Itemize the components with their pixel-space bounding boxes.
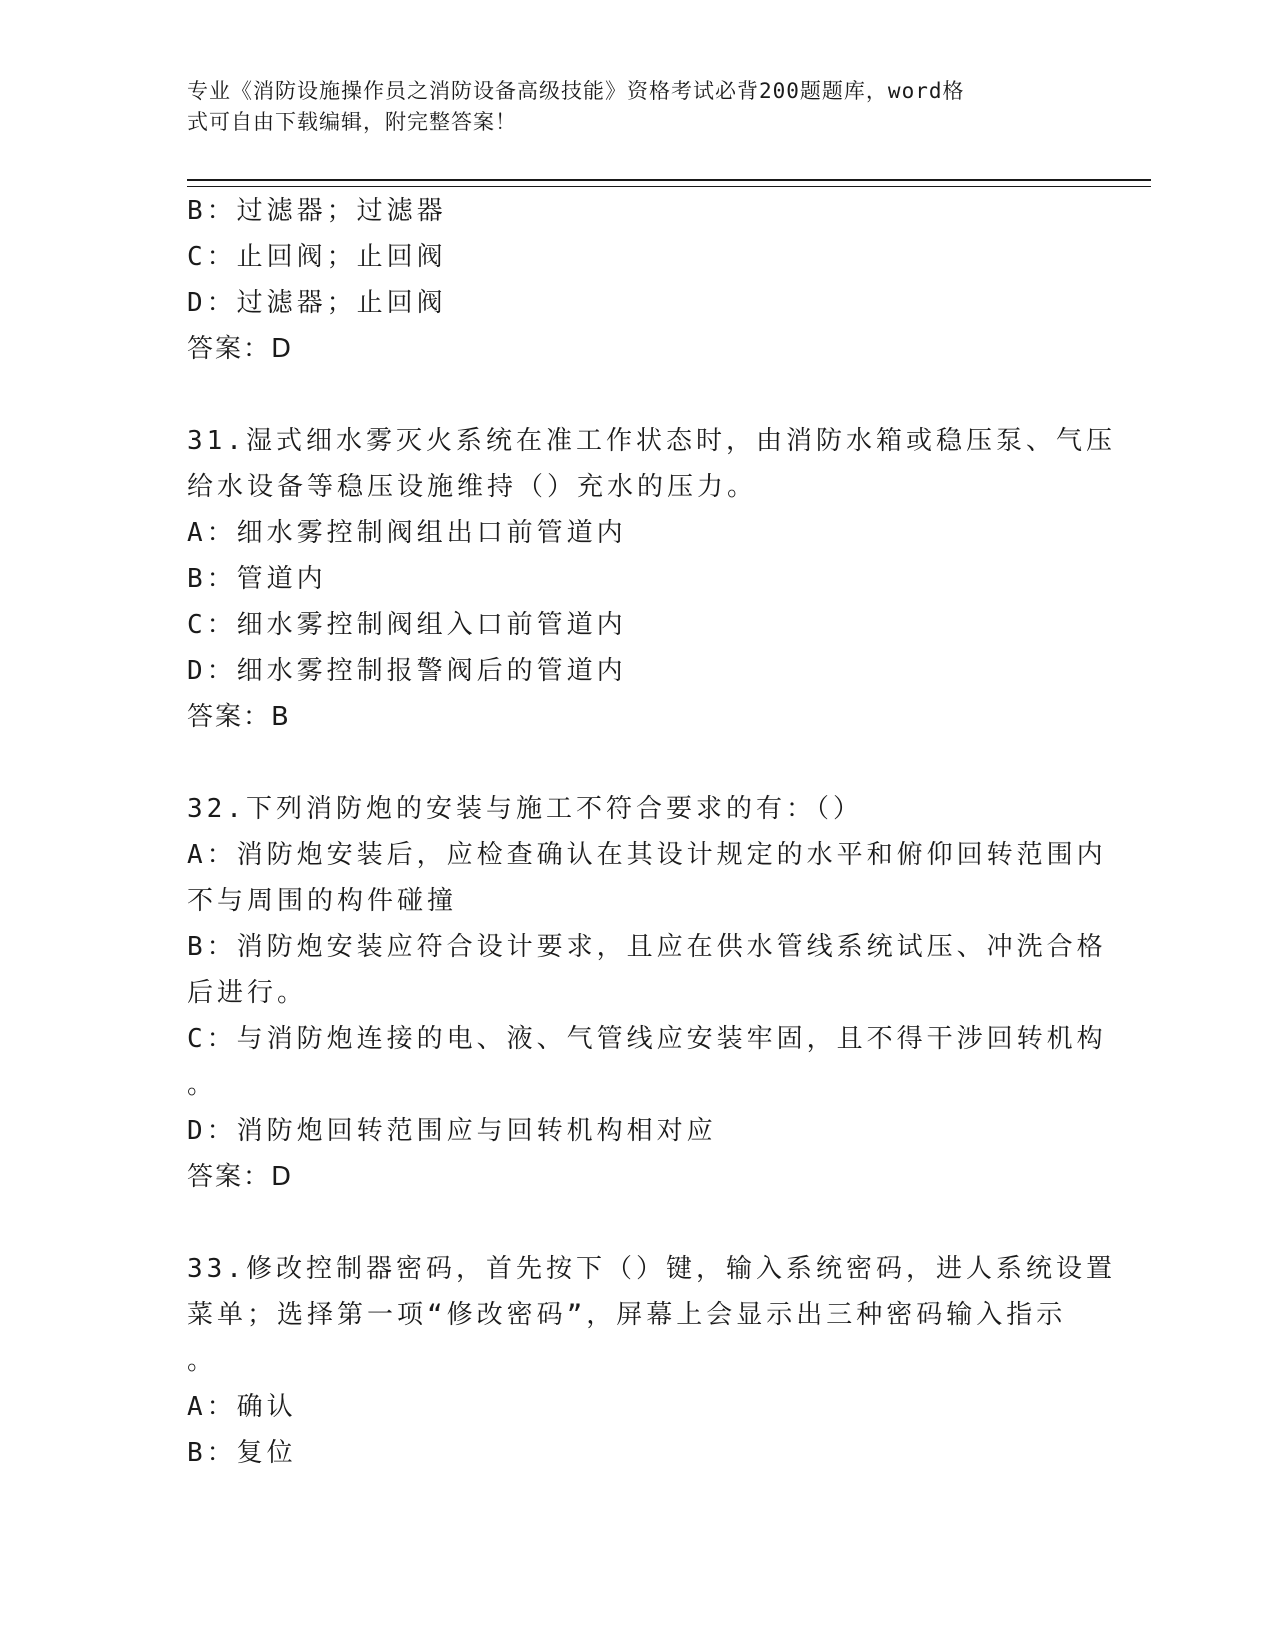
- question-stem-line: 32.下列消防炮的安装与施工不符合要求的有：（）: [187, 794, 863, 824]
- header-divider: [187, 179, 1151, 187]
- question-stem-line: 给水设备等稳压设施维持（）充水的压力。: [187, 472, 758, 502]
- question-stem-line: 。: [187, 1346, 218, 1376]
- option-a: A：细水雾控制阀组出口前管道内: [187, 518, 627, 548]
- option-c: C：止回阀；止回阀: [187, 242, 447, 272]
- header-line-1: 专业《消防设施操作员之消防设备高级技能》资格考试必背200题题库，word格: [187, 79, 965, 103]
- option-a-continued: 不与周围的构件碰撞: [187, 886, 458, 916]
- option-a: A：确认: [187, 1392, 297, 1422]
- question-stem-line: 菜单；选择第一项“修改密码”，屏幕上会显示出三种密码输入指示: [187, 1300, 1067, 1330]
- option-c: C：细水雾控制阀组入口前管道内: [187, 610, 627, 640]
- option-b: B：消防炮安装应符合设计要求，且应在供水管线系统试压、冲洗合格: [187, 932, 1107, 962]
- question-32: [187, 786, 1107, 1200]
- option-b-continued: 后进行。: [187, 978, 308, 1008]
- previous-question-tail: [187, 188, 1087, 372]
- header-line-2: 式可自由下载编辑，附完整答案！: [187, 110, 517, 134]
- option-c: C：与消防炮连接的电、液、气管线应安装牢固，且不得干涉回转机构: [187, 1024, 1107, 1054]
- option-b: B：复位: [187, 1438, 297, 1468]
- option-b: B：过滤器；过滤器: [187, 196, 447, 226]
- answer-line: 答案：D: [187, 1162, 294, 1192]
- question-stem-line: 33.修改控制器密码，首先按下（）键，输入系统密码，进人系统设置: [187, 1254, 1116, 1284]
- option-c-continued: 。: [187, 1070, 218, 1100]
- answer-line: 答案：B: [187, 702, 291, 732]
- question-list: [187, 188, 1116, 1476]
- question-33: [187, 1246, 1116, 1476]
- option-d: D：细水雾控制报警阀后的管道内: [187, 656, 627, 686]
- answer-line: 答案：D: [187, 334, 294, 364]
- option-d: D：消防炮回转范围应与回转机构相对应: [187, 1116, 717, 1146]
- option-d: D：过滤器；止回阀: [187, 288, 447, 318]
- question-stem-line: 31.湿式细水雾灭火系统在准工作状态时，由消防水箱或稳压泵、气压: [187, 426, 1116, 456]
- option-b: B：管道内: [187, 564, 327, 594]
- option-a: A：消防炮安装后，应检查确认在其设计规定的水平和俯仰回转范围内: [187, 840, 1107, 870]
- document-header: [187, 76, 1067, 138]
- question-31: [187, 418, 1116, 740]
